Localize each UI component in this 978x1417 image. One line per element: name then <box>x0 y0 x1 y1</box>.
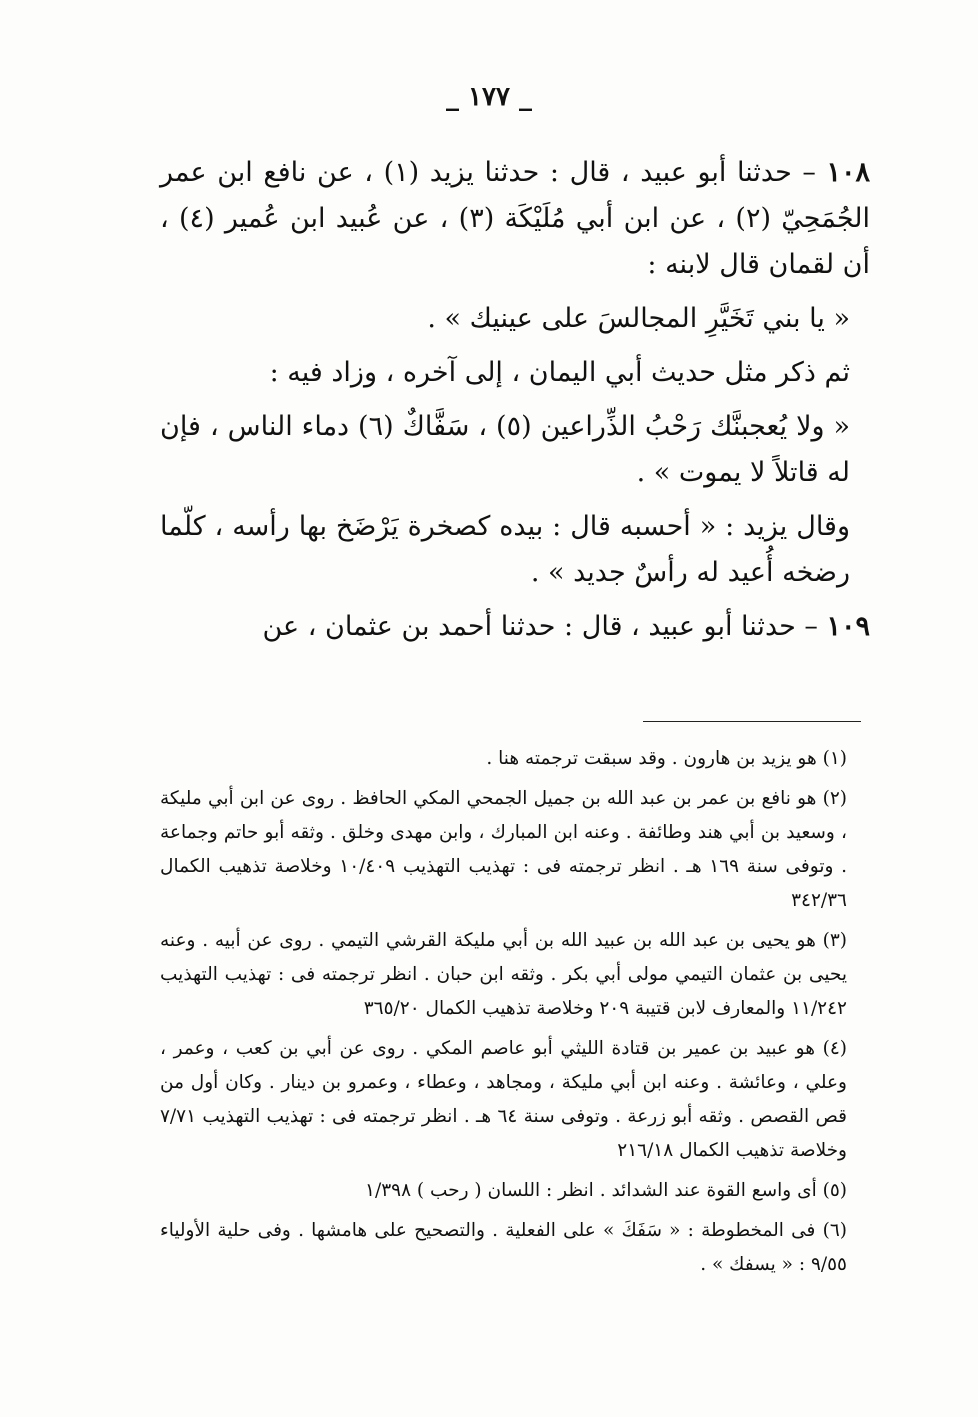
paragraph-109 <box>160 604 870 650</box>
paragraph-108 <box>160 150 870 288</box>
paragraph-number: ١٠٨ <box>826 157 870 188</box>
footnote-6: (٦) فى المخطوطة : « سَفَكَ » على الفعلية . والتصحيح على هامشها . وفى حلية الأولياء ٩/٥٥ : « يسفك » . <box>160 1220 847 1275</box>
footnote-2: (٢) هو نافع بن عمر بن عبد الله بن جميل الجمحي المكي الحافظ . روى عن ابن أبي مليكة ، وسعيد بن أبي هند وطائفة . وعنه ابن المبارك ، وابن مهدى وخلق . وثقه أبو حاتم وجماعة . وتوفى سنة ١٦٩ هـ . انظر ترجمته فى : تهذيب التهذيب ١٠/٤٠٩ وخلاصة تذهيب الكمال ٣٤٢/٣٦ <box>160 788 847 911</box>
footnote-divider <box>643 721 861 722</box>
paragraph-text: – حدثنا أبو عبيد ، قال : حدثنا يزيد (١) ، عن نافع ابن عمر الجُمَحِيّ (٢) ، عن ابن أبي مُلَيْكَة (٣) ، عن عُبيد ابن عُمير (٤) ، أن لقمان قال لابنه : <box>160 157 870 280</box>
narration-line: ثم ذكر مثل حديث أبي اليمان ، إلى آخره ، وزاد فيه : <box>269 357 850 388</box>
footnotes <box>160 742 865 1288</box>
paragraph-number: ١٠٩ <box>826 611 870 642</box>
quote-addition: « ولا يُعجبنَّك رَحْبُ الذِّراعين (٥) ، سَفَّاكٌ (٦) دماء الناس ، فإن له قاتلاً لا يموت » . <box>160 411 850 488</box>
page-number: _ ١٧٧ _ <box>445 82 533 112</box>
footnote-5: (٥) أى واسع القوة عند الشدائد . انظر : اللسان ( رحب ) ١/٣٩٨ <box>365 1180 847 1201</box>
paragraph-text: – حدثنا أبو عبيد ، قال : حدثنا أحمد بن عثمان ، عن <box>262 611 827 642</box>
footnote-1: (١) هو يزيد بن هارون . وقد سبقت ترجمته هنا . <box>486 748 847 769</box>
footnote-4: (٤) هو عبيد بن عمير بن قتادة الليثي أبو عاصم المكي . روى عن أبي بن كعب ، وعمر ، وعلي ، وعائشة . وعنه ابن أبي مليكة ، ومجاهد ، وعطاء ، وعمرو بن دينار . وكان أول من قص القصص . وثقه أبو زرعة . وتوفى سنة ٦٤ هـ . انظر ترجمته فى : تهذيب التهذيب ٧/٧١ وخلاصة تذهيب الكمال ٢١٦/١٨ <box>160 1038 847 1161</box>
yazid-statement: وقال يزيد : « أحسبه قال : بيده كصخرة يَرْضَخ بها رأسه ، كلّما رضخه أُعيد له رأسٌ جديد » . <box>160 511 850 588</box>
footnote-3: (٣) هو يحيى بن عبد الله بن عبيد الله بن أبي مليكة القرشي التيمي . روى عن أبيه . وعنه يحيى بن عثمان التيمي مولى أبي بكر . وثقه ابن حبان . انظر ترجمته فى : تهذيب التهذيب ١١/٢٤٢ والمعارف لابن قتيبة ٢٠٩ وخلاصة تذهيب الكمال ٣٦٥/٢٠ <box>160 930 847 1019</box>
quote-luqman: « يا بني تَخَيَّرِ المجالسَ على عينيك » . <box>427 303 850 334</box>
main-text <box>160 150 870 658</box>
